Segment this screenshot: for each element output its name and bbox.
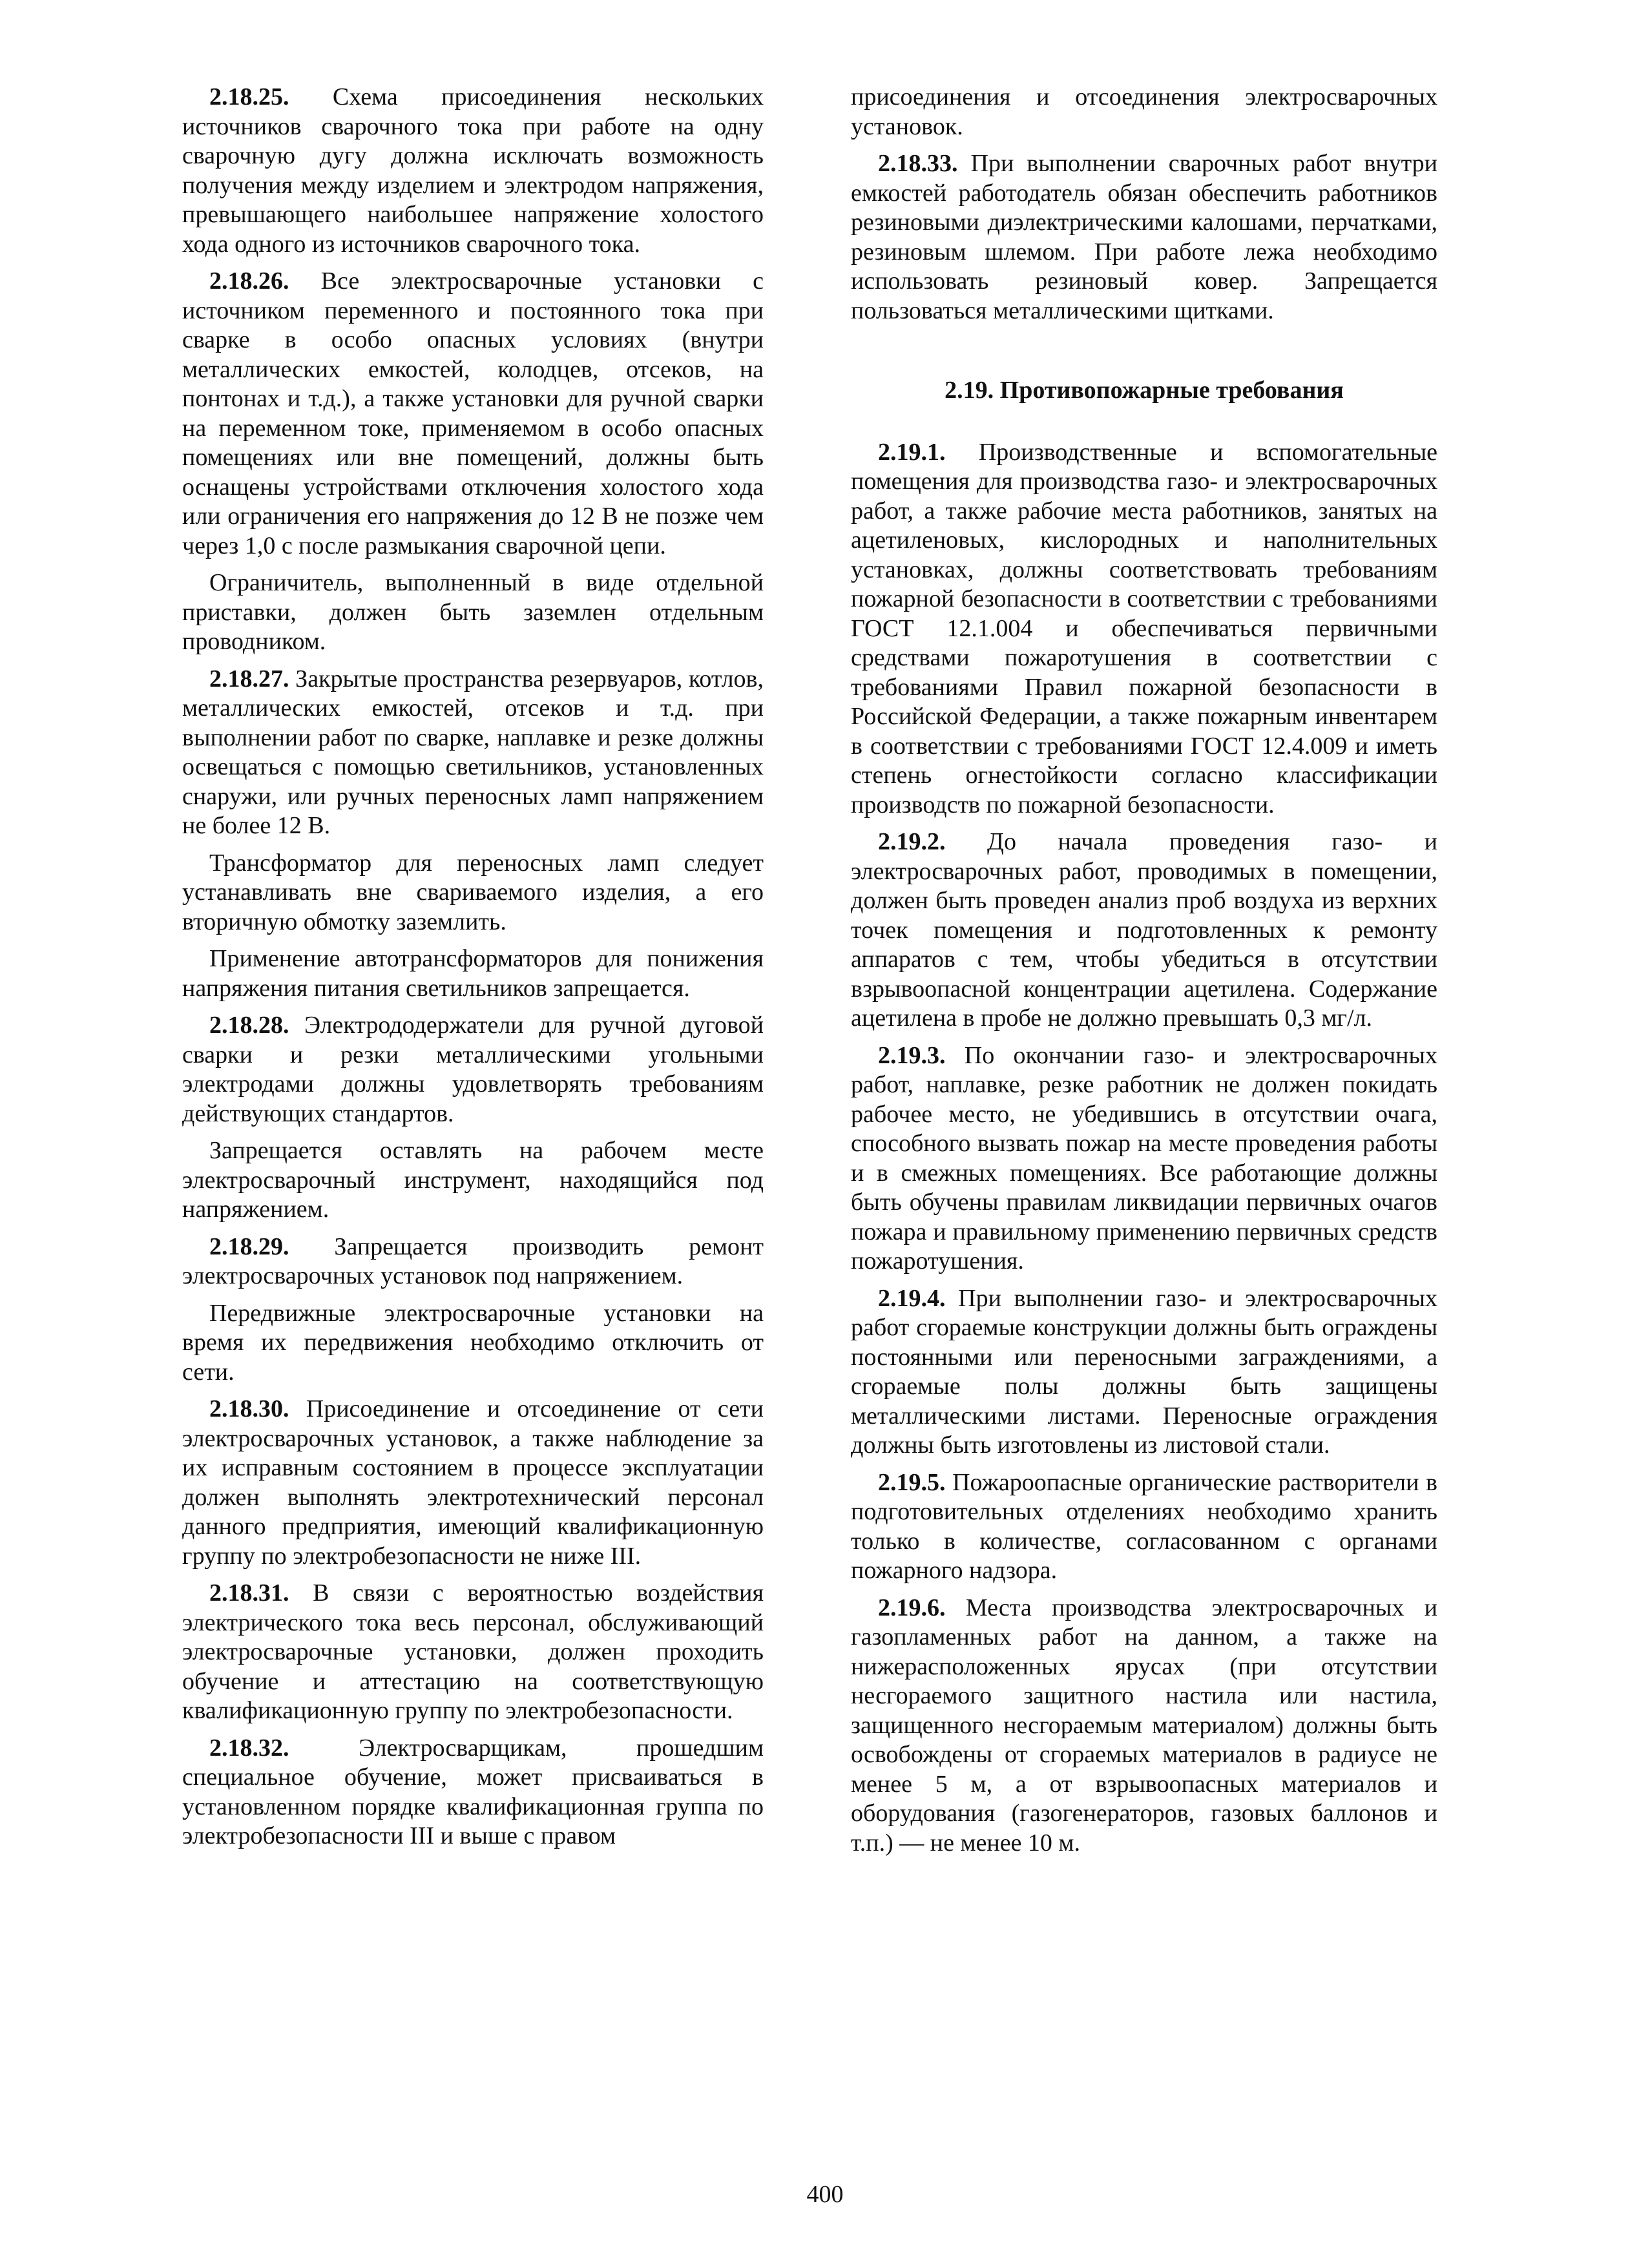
left-column — [182, 83, 764, 1859]
clause-number: 2.18.31. — [209, 1579, 289, 1607]
paragraph-continuation — [851, 83, 1437, 141]
right-column — [851, 83, 1437, 1866]
clause-number: 2.18.33. — [878, 150, 958, 177]
paragraph-2-18-26 — [182, 267, 764, 561]
paragraph-2-19-4 — [851, 1284, 1437, 1461]
paragraph-mobile-units — [182, 1299, 764, 1388]
paragraph-autotransformers — [182, 944, 764, 1003]
paragraph-2-18-30 — [182, 1395, 764, 1571]
paragraph-transformer — [182, 849, 764, 937]
paragraph-text: При выполнении газо- и электросварочных работ сгораемые конструкции должны быть ограждены постоянными или переносными заграждениями, а сгораемые полы должны быть защищены металлическими листами. Переносные ограждения должны быть изготовлены из листовой стали. — [851, 1284, 1437, 1459]
paragraph-2-19-5 — [851, 1468, 1437, 1586]
clause-number: 2.18.27. — [209, 665, 289, 692]
clause-number: 2.19.5. — [878, 1468, 946, 1496]
paragraph-2-18-27 — [182, 665, 764, 841]
section-heading: 2.19. Противопожарные требования — [945, 377, 1344, 404]
paragraph-text: До начала проведения газо- и электросварочных работ, проводимых в помещении, должен быть проведен анализ проб воздуха из верхних точек помещения и подготовленных к ремонту аппаратов с тем, чтобы убедиться в отсутствии взрывоопасной концентрации ацетилена. Содержание ацетилена в пробе не должно превышать 0,3 мг/л. — [851, 828, 1437, 1032]
paragraph-2-18-32 — [182, 1734, 764, 1851]
clause-number: 2.18.26. — [209, 267, 289, 295]
clause-number: 2.19.3. — [878, 1041, 946, 1069]
paragraph-text: По окончании газо- и электросварочных работ, наплавке, резке работник не должен покидать рабочее место, не убедившись в отсутствии очага, способного вызвать пожар на месте проведения работы и в смежных помещениях. Все работающие должны быть обучены правилам ликвидации первичных очагов пожара и правильному применению первичных средств пожаротушения. — [851, 1041, 1437, 1274]
paragraph-text: Трансформатор для переносных ламп следует устанавливать вне свариваемого изделия, а его вторичную обмотку заземлить. — [182, 849, 764, 935]
paragraph-limiter — [182, 568, 764, 657]
paragraph-text: Места производства электросварочных и газопламенных работ на данном, а также на нижерасположенных ярусах (при отсутствии несгораемого защитного настила или настила, защищенного несгораемым материалом) должны быть освобождены от сгораемых материалов в радиусе не менее 5 м, а от взрывоопасных материалов и оборудования (газогенераторов, газовых баллонов и т.п.) — не менее 10 м. — [851, 1594, 1437, 1857]
paragraph-text: присоединения и отсоединения электросварочных установок. — [851, 83, 1437, 140]
paragraph-text: В связи с вероятностью воздействия электрического тока весь персонал, обслуживающий электросварочные установки, должен проходить обучение и аттестацию на соответствующую квалификационную группу по электробезопасности. — [182, 1579, 764, 1724]
paragraph-text: Применение автотрансформаторов для понижения напряжения питания светильников запрещается. — [182, 945, 764, 1002]
clause-number: 2.18.25. — [209, 83, 289, 110]
paragraph-text: Закрытые пространства резервуаров, котлов, металлических емкостей, отсеков и т.д. при выполнении работ по сварке, наплавке и резке должны освещаться с помощью светильников, установленных снаружи, или ручных переносных ламп напряжением не более 12 В. — [182, 665, 764, 839]
paragraph-2-19-1 — [851, 438, 1437, 820]
paragraph-text: Электрододержатели для ручной дуговой сварки и резки металлическими угольными электродами должны удовлетворять требованиям действующих стандартов. — [182, 1012, 764, 1127]
paragraph-text: Электросварщикам, прошедшим специальное обучение, может присваиваться в установленном порядке квалификационная группа по электробезопасности III и выше с правом — [182, 1734, 764, 1849]
clause-number: 2.19.6. — [878, 1594, 946, 1621]
clause-number: 2.18.30. — [209, 1395, 289, 1422]
paragraph-text: Присоединение и отсоединение от сети электросварочных установок, а также наблюдение за их исправным состоянием в процессе эксплуатации должен выполнять электротехнический персонал данного предприятия, имеющий квалификационную группу по электробезопасности не ниже III. — [182, 1395, 764, 1570]
clause-number: 2.19.2. — [878, 828, 946, 855]
paragraph-2-19-6 — [851, 1594, 1437, 1858]
paragraph-text: Все электросварочные установки с источником переменного и постоянного тока при сварке в особо опасных условиях (внутри металлических емкостей, колодцев, отсеков, на понтонах и т.д.), а также установки для ручной сварки на переменном токе, применяемом в особо опасных помещениях или вне помещений, должны быть оснащены устройствами отключения холостого хода или ограничения его напряжения до 12 В не позже чем через 1,0 с после размыкания сварочной цепи. — [182, 267, 764, 559]
paragraph-text: Передвижные электросварочные установки на время их передвижения необходимо отключить от сети. — [182, 1299, 764, 1386]
paragraph-tool-prohibition — [182, 1136, 764, 1225]
paragraph-2-19-3 — [851, 1041, 1437, 1276]
paragraph-2-18-29 — [182, 1233, 764, 1291]
paragraph-2-18-33 — [851, 149, 1437, 326]
paragraph-2-18-31 — [182, 1579, 764, 1726]
paragraph-text: Производственные и вспомогательные помещения для производства газо- и электросварочных работ, а также рабочие места работников, занятых на ацетиленовых, кислородных и наполнительных установках, должны соответствовать требованиям пожарной безопасности в соответствии с требованиями ГОСТ 12.1.004 и обеспечиваться первичными средствами пожаротушения в соответствии с требованиями Правил пожарной безопасности в Российской Федерации, а также пожарным инвентарем в соответствии с требованиями ГОСТ 12.4.009 и иметь степень огнестойкости согласно классификации производств по пожарной безопасности. — [851, 438, 1437, 818]
paragraph-text: Схема присоединения нескольких источников сварочного тока при работе на одну сварочную дугу должна исключать возможность получения между изделием и электродом напряжения, превышающего наибольшее напряжение холостого хода одного из источников сварочного тока. — [182, 83, 764, 258]
paragraph-text: При выполнении сварочных работ внутри емкостей работодатель обязан обеспечить работников резиновыми диэлектрическими калошами, перчатками, резиновым шлемом. При работе лежа необходимо использовать резиновый ковер. Запрещается пользоваться металлическими щитками. — [851, 150, 1437, 324]
page-number: 400 — [806, 2181, 844, 2208]
clause-number: 2.18.28. — [209, 1012, 289, 1039]
clause-number: 2.19.1. — [878, 438, 946, 466]
paragraph-text: Ограничитель, выполненный в виде отдельной приставки, должен быть заземлен отдельным проводником. — [182, 569, 764, 655]
paragraph-2-19-2 — [851, 827, 1437, 1034]
clause-number: 2.19.4. — [878, 1284, 946, 1312]
clause-number: 2.18.32. — [209, 1734, 289, 1762]
paragraph-text: Пожароопасные органические растворители в подготовительных отделениях необходимо хранить только в количестве, согласованном с органами пожарного надзора. — [851, 1468, 1437, 1584]
paragraph-2-18-28 — [182, 1011, 764, 1129]
paragraph-2-18-25 — [182, 83, 764, 259]
clause-number: 2.18.29. — [209, 1233, 289, 1260]
paragraph-text: Запрещается производить ремонт электросварочных установок под напряжением. — [182, 1233, 764, 1289]
paragraph-text: Запрещается оставлять на рабочем месте электросварочный инструмент, находящийся под напряжением. — [182, 1137, 764, 1223]
